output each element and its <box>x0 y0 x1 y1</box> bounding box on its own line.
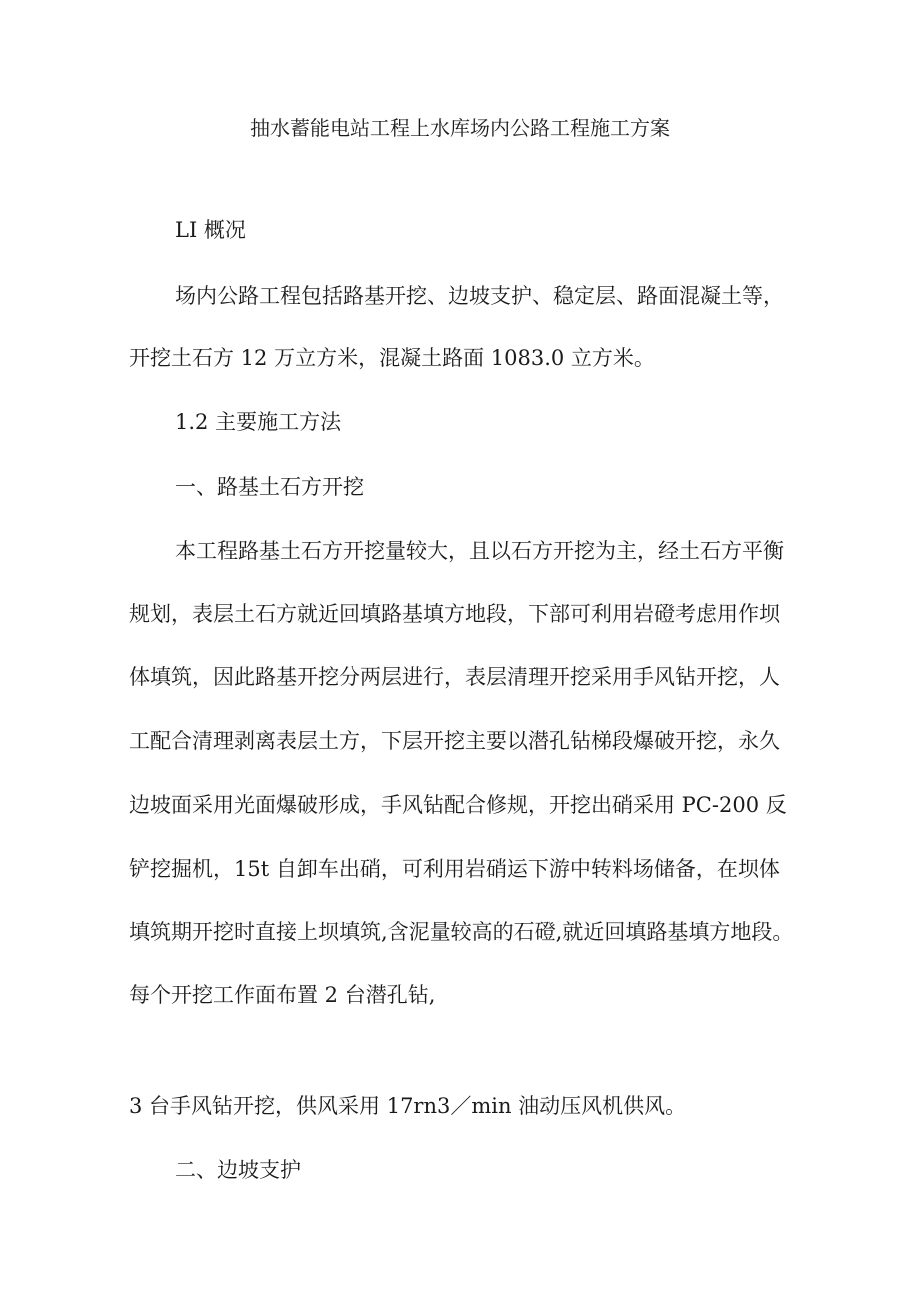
paragraph-line: 规划，表层土石方就近回填路基填方地段，下部可利用岩磴考虑用作坝 <box>129 602 780 626</box>
subsection-heading-slope-support: 二、边坡支护 <box>175 1158 301 1182</box>
paragraph-line: 边坡面采用光面爆破形成，手风钻配合修规，开挖出硝采用 PC-200 反 <box>129 793 787 817</box>
section-heading-methods: 1.2 主要施工方法 <box>175 410 342 434</box>
paragraph-line: 体填筑，因此路基开挖分两层进行，表层清理开挖采用手风钻开挖，人 <box>129 665 780 689</box>
paragraph-line: 3 台手风钻开挖，供风采用 17rn3／min 油动压风机供风。 <box>129 1094 687 1118</box>
paragraph-line: 场内公路工程包括路基开挖、边坡支护、稳定层、路面混凝土等， <box>175 284 784 308</box>
paragraph-line: 铲挖掘机，15t 自卸车出硝，可利用岩硝运下游中转料场储备，在坝体 <box>129 857 780 881</box>
paragraph-line: 填筑期开挖时直接上坝填筑,含泥量较高的石磴,就近回填路基填方地段。 <box>129 920 794 944</box>
section-heading-overview: LI 概况 <box>175 218 246 242</box>
paragraph-line: 本工程路基土石方开挖量较大，且以石方开挖为主，经土石方平衡 <box>175 539 784 563</box>
document-title: 抽水蓄能电站工程上水库场内公路工程施工方案 <box>250 116 670 140</box>
paragraph-line: 工配合清理剥离表层土方，下层开挖主要以潜孔钻梯段爆破开挖，永久 <box>129 729 780 753</box>
paragraph-line: 每个开挖工作面布置 2 台潜孔钻, <box>129 983 436 1007</box>
subsection-heading-excavation: 一、路基土石方开挖 <box>175 475 364 499</box>
paragraph-line: 开挖土石方 12 万立方米，混凝土路面 1083.0 立方米。 <box>129 346 655 370</box>
